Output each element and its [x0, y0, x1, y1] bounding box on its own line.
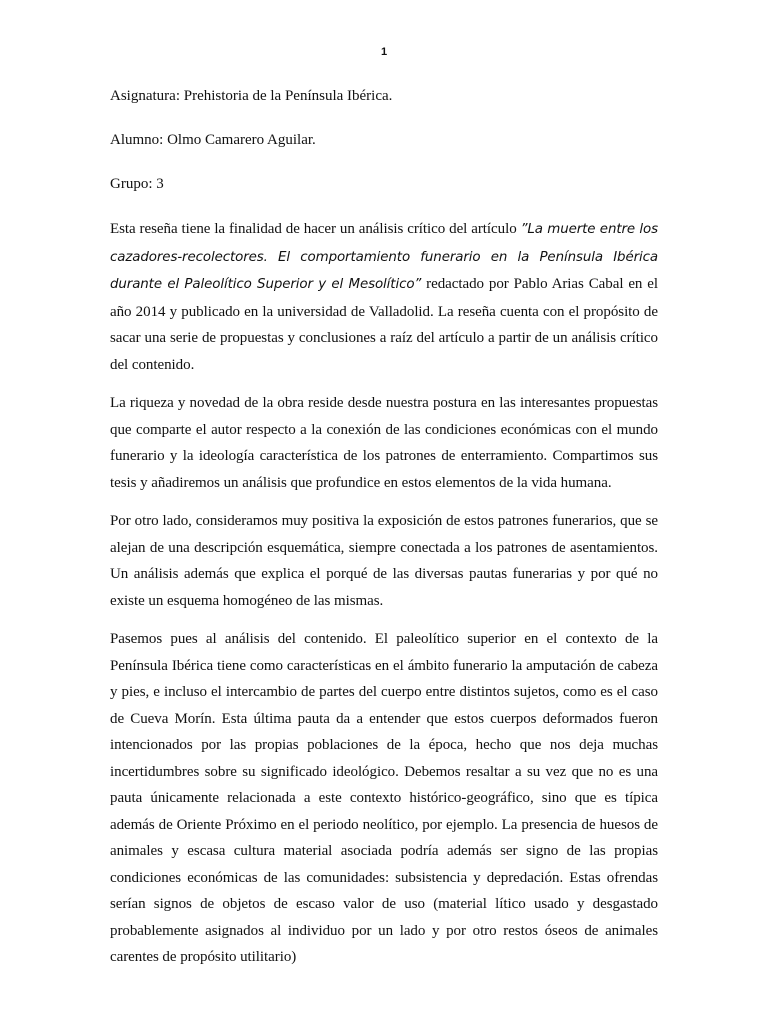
group-line: Grupo: 3	[110, 176, 164, 192]
paragraph-value: La riqueza y novedad de la obra reside desde nuestra postura en las interesantes propuestas que comparte el autor respecto a la conexión de las condiciones económicas con el mundo funerario y la ideología característica de los patrones de enterramiento. Compartimos sus tesis y añadiremos un análisis que profundice en estos elementos de la vida humana.	[110, 395, 658, 491]
subject-line: Asignatura: Prehistoria de la Península Ibérica.	[110, 88, 393, 104]
paragraph-analysis: Pasemos pues al análisis del contenido. El paleolítico superior en el contexto de la Península Ibérica tiene como características en el ámbito funerario la amputación de cabeza y pies, e incluso el intercambio de partes del cuerpo entre distintos sujetos, como es el caso de Cueva Morín. Esta última pauta da a entender que estos cuerpos deformados fueron intencionados por las propias poblaciones de la época, hecho que nos deja muchas incertidumbres sobre su significado ideológico. Debemos resaltar a su vez que no es una pauta únicamente relacionada a este contexto histórico-geográfico, sino que es típica además de Oriente Próximo en el periodo neolítico, por ejemplo. La presencia de huesos de animales y escasa cultura material asociada podría además ser signo de las propias condiciones económicas de las comunidades: subsistencia y depredación. Estas ofrendas serían signos de objetos de escaso valor de uso (material lítico usado y desgastado probablemente asignados al individuo por un lado y por otro restos óseos de animales carentes de propósito utilitario)	[110, 631, 658, 965]
document-body	[110, 84, 658, 971]
paragraph-intro-lead: Esta reseña tiene la finalidad de hacer un análisis crítico del artículo	[110, 221, 521, 237]
paragraph-positive: Por otro lado, consideramos muy positiva la exposición de estos patrones funerarios, que se alejan de una descripción esquemática, siempre conectada a los patrones de asentamientos. Un análisis además que explica el porqué de las diversas pautas funerarias y por qué no existe un esquema homogéneo de las mismas.	[110, 513, 658, 609]
paragraph-intro-rest: redactado por Pablo Arias Cabal en el año 2014 y publicado en la universidad de Valladolid. La reseña cuenta con el propósito de sacar una serie de propuestas y conclusiones a raíz del artículo a partir de un análisis crítico del contenido.	[110, 276, 658, 373]
paragraph-intro	[110, 216, 658, 378]
page-number: 1	[380, 46, 388, 58]
article-title: ”La muerte entre los cazadores-recolectores. El comportamiento funerario en la Península Ibérica durante el Paleolítico Superior y el Mesolítico”	[110, 222, 659, 292]
student-line: Alumno: Olmo Camarero Aguilar.	[110, 132, 316, 148]
